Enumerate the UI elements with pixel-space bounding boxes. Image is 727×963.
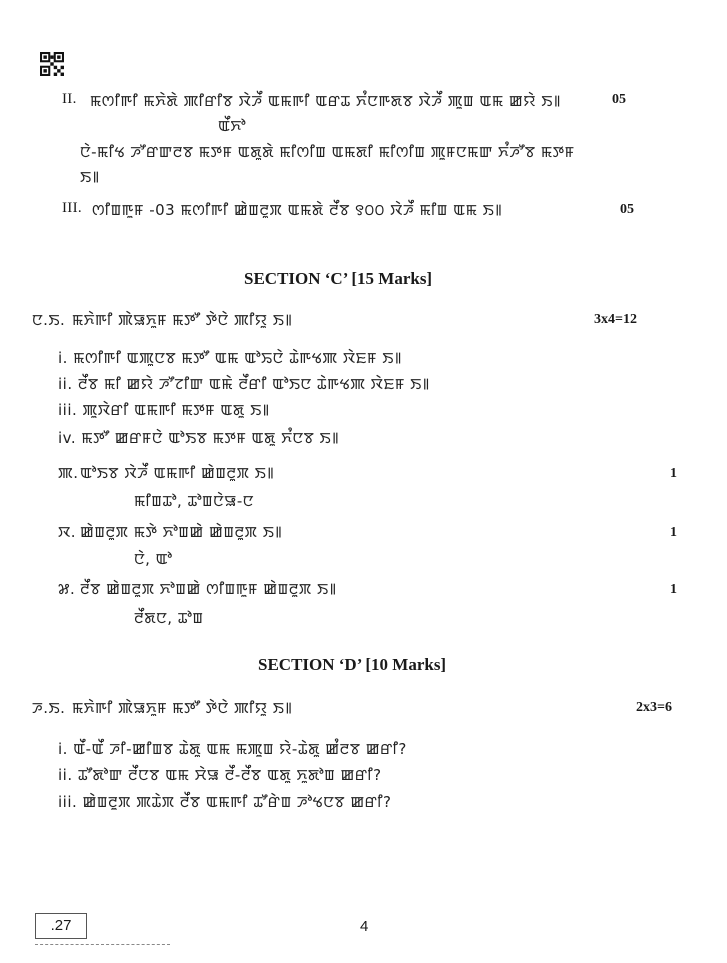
question-5-text: ꯑꯣꯏꯕ ꯋꯥꯍꯩ ꯑꯃꯒꯤ ꯀꯥꯡꯂꯨꯞ ꯏ꯫ [80,464,275,482]
question-2-text-line3: ꯏ꯫ [80,168,100,186]
question-2-text-word: ꯑꯩꯈꯣ [218,117,247,135]
question-7-answer: ꯂꯩꯗꯅ, ꯊꯣꯡ [134,609,204,627]
question-2-text-line2: ꯅꯥ-ꯃꯤꯠ ꯍꯧꯔꯛꯂꯕ ꯃꯇꯝ ꯑꯗꯨꯗꯥ ꯃꯤꯁꯤꯡ ꯑꯃꯗꯤ ꯃꯤꯁꯤꯡ ꯄꯨꯝꯅꯃꯛ ꯈꯪꯍꯧꯕ ꯃꯇꯝ [80,143,575,161]
question-4-item-ii: ii. ꯂꯩꯕ ꯃꯤ ꯀꯌꯥ ꯍꯧꯖꯤꯛ ꯑꯃꯥ ꯂꯩꯔꯤ ꯑꯣꯏꯅ ꯊꯥꯒꯠꯄ ꯋꯥꯐꯝ ꯏ꯫ [58,375,430,393]
question-3-marks: 05 [620,202,634,217]
question-8-item-iii: iii. ꯀꯥꯡꯂꯨꯞ ꯄꯊꯥꯞ ꯂꯩꯕ ꯑꯃꯒꯤ ꯊꯧꯔꯥꯡ ꯍꯣꯠꯅꯕ ꯀꯔꯤ? [58,793,392,811]
section-c-heading: SECTION ‘C’ [15 Marks] [244,269,433,288]
question-3-text: ꯁꯤꯡꯒꯨꯝ -03 ꯃꯁꯤꯒꯤ ꯀꯥꯡꯂꯨꯞ ꯑꯃꯗꯥ ꯂꯩꯕ ꯱꯰꯰ ꯋꯥꯍꯩ ꯃꯤꯡ ꯑꯃ ꯏ꯫ [92,201,503,219]
question-5-number: ꯄ. [58,464,79,482]
question-5-answer: ꯃꯤꯡꯊꯣ, ꯊꯣꯡꯅꯥꯎ-ꯅ [134,492,254,510]
page-code-box: .27 [35,913,87,939]
question-7-marks: 1 [670,582,677,597]
question-6-answer: ꯅꯥ, ꯑꯣ [134,550,173,568]
question-3-number: III. [62,200,82,216]
question-4-text: ꯃꯈꯥꯒꯤ ꯄꯥꯎꯈꯨꯝ ꯃꯇꯧ ꯇꯥꯅꯥ ꯄꯤꯌꯨ ꯏ꯫ [72,311,293,329]
question-7-text: ꯂꯩꯕ ꯀꯥꯡꯂꯨꯞ ꯈꯣꯡꯀꯥ ꯁꯤꯡꯒꯨꯝ ꯀꯥꯡꯂꯨꯞ ꯏ꯫ [80,580,337,598]
question-6-text: ꯀꯥꯡꯂꯨꯞ ꯃꯇꯥ ꯈꯣꯡꯀꯥ ꯀꯥꯡꯂꯨꯞ ꯏ꯫ [80,523,283,541]
question-8-marks: 2x3=6 [636,700,672,715]
question-2-marks: 05 [612,92,626,107]
question-8-item-i: i. ꯑꯩ-ꯑꯩ ꯍꯤ-ꯀꯤꯡꯕ ꯊꯥꯗꯨ ꯑꯃ ꯃꯄꯨꯡ ꯌꯥ-ꯊꯥꯗꯨ ꯀꯪꯂꯕ ꯀꯔꯤ? [58,740,407,758]
question-6-number: ꯋ. [58,523,77,541]
qr-code-icon [40,52,64,76]
question-4-marks: 3x4=12 [594,312,637,327]
question-6-marks: 1 [670,525,677,540]
section-d-heading: SECTION ‘D’ [10 Marks] [258,655,447,674]
question-2-text: ꯃꯁꯤꯒꯤ ꯃꯈꯥꯗꯥ ꯄꯤꯔꯤꯕ ꯋꯥꯍꯩ ꯑꯃꯒꯤ ꯑꯔꯊ ꯈꯪꯅꯒꯗꯕ ꯋꯥꯍꯩ ꯄꯨꯡ ꯑꯃ ꯀꯌꯥ ꯏ꯫ [90,92,561,110]
question-4-number: ꯅ.ꯏ. [32,311,66,329]
question-5-marks: 1 [670,466,677,481]
question-8-text: ꯃꯈꯥꯒꯤ ꯄꯥꯎꯈꯨꯝ ꯃꯇꯧ ꯇꯥꯅꯥ ꯄꯤꯌꯨ ꯏ꯫ [72,699,293,717]
footer-divider [35,944,170,945]
question-4-item-iv: iv. ꯃꯇꯧ ꯀꯔꯝꯅꯥ ꯑꯣꯏꯕ ꯃꯇꯝ ꯑꯗꯨ ꯈꯪꯅꯕ ꯏ꯫ [58,429,340,447]
question-2-number: II. [62,91,77,107]
page-number: 4 [360,918,369,935]
question-8-item-ii: ii. ꯊꯧꯗꯣꯛ ꯂꯩꯅꯕ ꯑꯃ ꯆꯥꯎ ꯂꯩ-ꯂꯩꯕ ꯑꯗꯨ ꯈꯨꯗꯣꯡ ꯀꯔꯤ? [58,766,382,784]
question-4-item-iii: iii. ꯄꯨꯋꯥꯔꯤ ꯑꯃꯒꯤ ꯃꯇꯝ ꯑꯗꯨ ꯏ꯫ [58,401,270,419]
question-8-number: ꯍ.ꯏ. [32,699,66,717]
question-4-item-i: i. ꯃꯁꯤꯒꯤ ꯑꯄꯨꯅꯕ ꯃꯇꯧ ꯑꯃ ꯑꯣꯢꯅꯥ ꯊꯥꯒꯠꯄ ꯋꯥꯐꯝ ꯏ꯫ [58,349,402,367]
question-7-number: ꯷. [58,580,76,598]
